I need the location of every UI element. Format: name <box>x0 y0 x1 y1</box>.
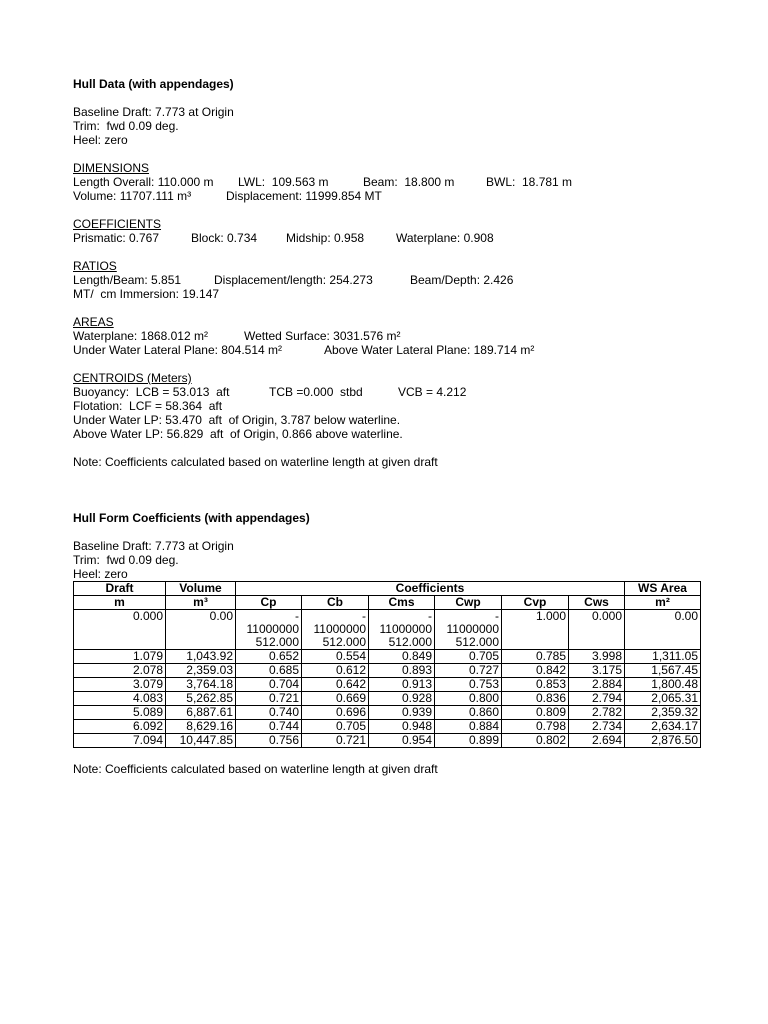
table-cell: 2.884 <box>569 678 625 692</box>
table-cell: 0.756 <box>236 734 302 748</box>
table-cell: 0.899 <box>435 734 502 748</box>
table-row <box>74 720 701 734</box>
under-water-lateral-plane: Under Water Lateral Plane: 804.514 m² <box>73 343 282 357</box>
table-cell: 0.928 <box>369 692 435 706</box>
centroids-line-1 <box>73 385 713 399</box>
table-cell: 0.884 <box>435 720 502 734</box>
table-cell: 2.782 <box>569 706 625 720</box>
table-group-header-row <box>74 582 701 596</box>
above-water-lateral-plane: Above Water Lateral Plane: 189.714 m² <box>324 343 535 357</box>
header-m3: m³ <box>166 596 236 610</box>
table-cell: 0.802 <box>502 734 569 748</box>
table-row <box>74 734 701 748</box>
areas-line-1 <box>73 329 713 343</box>
table-cell: 10,447.85 <box>166 734 236 748</box>
table-cell: 0.740 <box>236 706 302 720</box>
table-cell: 3.175 <box>569 664 625 678</box>
ratios-line-1 <box>73 273 713 287</box>
table-cell: 5.089 <box>74 706 166 720</box>
table-row <box>74 664 701 678</box>
buoyancy-lcb: Buoyancy: LCB = 53.013 aft <box>73 385 230 399</box>
table-cell: 0.744 <box>236 720 302 734</box>
table-cell: 0.849 <box>369 650 435 664</box>
flotation-lcf: Flotation: LCF = 58.364 aft <box>73 399 223 413</box>
waterplane-coef: Waterplane: 0.908 <box>396 231 494 245</box>
areas-line-2 <box>73 343 713 357</box>
hull-form-table <box>73 581 701 748</box>
table-cell: 0.642 <box>302 678 369 692</box>
table-cell: 0.669 <box>302 692 369 706</box>
hull-form-note: Note: Coefficients calculated based on waterline length at given draft <box>73 762 438 776</box>
coefficients-line <box>73 231 713 245</box>
hull-form-title: Hull Form Coefficients (with appendages) <box>73 511 310 525</box>
table-cell: 0.00 <box>625 610 701 650</box>
table-cell: 1,043.92 <box>166 650 236 664</box>
document-page <box>73 77 713 776</box>
table-cell: 0.860 <box>435 706 502 720</box>
table-cell: 2.794 <box>569 692 625 706</box>
mt-cm-immersion: MT/ cm Immersion: 19.147 <box>73 287 220 301</box>
table-cell: 0.753 <box>435 678 502 692</box>
table-cell: 1.000 <box>502 610 569 650</box>
hf-trim: Trim: fwd 0.09 deg. <box>73 553 179 567</box>
block: Block: 0.734 <box>191 231 258 245</box>
table-cell: 0.705 <box>302 720 369 734</box>
tcb: TCB =0.000 stbd <box>269 385 363 399</box>
table-row <box>74 650 701 664</box>
hull-data-title: Hull Data (with appendages) <box>73 77 234 91</box>
header-cb: Cb <box>302 596 369 610</box>
table-cell: 0.954 <box>369 734 435 748</box>
wetted-surface: Wetted Surface: 3031.576 m² <box>244 329 401 343</box>
table-cell: 0.721 <box>302 734 369 748</box>
areas-heading: AREAS <box>73 315 114 329</box>
above-water-lp: Above Water LP: 56.829 aft of Origin, 0.866 above waterline. <box>73 427 403 441</box>
bwl: BWL: 18.781 m <box>486 175 573 189</box>
table-cell: 5,262.85 <box>166 692 236 706</box>
table-cell: 1,800.48 <box>625 678 701 692</box>
table-cell: 0.705 <box>435 650 502 664</box>
ratios-heading: RATIOS <box>73 259 117 273</box>
dimensions-line-1 <box>73 175 713 189</box>
heel: Heel: zero <box>73 133 128 147</box>
header-m: m <box>74 596 166 610</box>
table-cell: 6.092 <box>74 720 166 734</box>
header-draft: Draft <box>74 582 166 596</box>
table-row <box>74 706 701 720</box>
table-cell: 2.078 <box>74 664 166 678</box>
table-cell: 7.094 <box>74 734 166 748</box>
table-cell: 0.685 <box>236 664 302 678</box>
table-cell: 0.913 <box>369 678 435 692</box>
table-cell: 0.939 <box>369 706 435 720</box>
table-cell: 0.785 <box>502 650 569 664</box>
table-cell: 4.083 <box>74 692 166 706</box>
displacement-length: Displacement/length: 254.273 <box>214 273 373 287</box>
header-cvp: Cvp <box>502 596 569 610</box>
table-cell: 0.727 <box>435 664 502 678</box>
length-beam: Length/Beam: 5.851 <box>73 273 182 287</box>
table-cell: 0.809 <box>502 706 569 720</box>
coefficients-heading: COEFFICIENTS <box>73 217 162 231</box>
hull-data-note: Note: Coefficients calculated based on waterline length at given draft <box>73 455 438 469</box>
lwl: LWL: 109.563 m <box>238 175 329 189</box>
hf-baseline-draft: Baseline Draft: 7.773 at Origin <box>73 539 234 553</box>
header-cp: Cp <box>236 596 302 610</box>
dimensions-line-2 <box>73 189 713 203</box>
table-cell: 2,634.17 <box>625 720 701 734</box>
table-cell: 0.000 <box>569 610 625 650</box>
hf-heel: Heel: zero <box>73 567 128 581</box>
table-cell: 0.948 <box>369 720 435 734</box>
table-row <box>74 610 701 650</box>
header-cwp: Cwp <box>435 596 502 610</box>
beam-depth: Beam/Depth: 2.426 <box>410 273 514 287</box>
table-cell: 0.893 <box>369 664 435 678</box>
table-row <box>74 692 701 706</box>
displacement: Displacement: 11999.854 MT <box>226 189 382 203</box>
table-cell: - 11000000 512.000 <box>302 610 369 650</box>
table-cell: 1,311.05 <box>625 650 701 664</box>
table-cell: - 11000000 512.000 <box>435 610 502 650</box>
table-cell: 0.800 <box>435 692 502 706</box>
header-cws: Cws <box>569 596 625 610</box>
table-cell: 0.798 <box>502 720 569 734</box>
table-cell: 2,065.31 <box>625 692 701 706</box>
table-cell: 0.721 <box>236 692 302 706</box>
table-cell: 2,359.32 <box>625 706 701 720</box>
table-cell: - 11000000 512.000 <box>369 610 435 650</box>
table-cell: 0.00 <box>166 610 236 650</box>
table-cell: 0.652 <box>236 650 302 664</box>
trim: Trim: fwd 0.09 deg. <box>73 119 179 133</box>
vcb: VCB = 4.212 <box>398 385 467 399</box>
table-cell: 0.836 <box>502 692 569 706</box>
table-cell: 2.694 <box>569 734 625 748</box>
header-cms: Cms <box>369 596 435 610</box>
table-cell: - 11000000 512.000 <box>236 610 302 650</box>
header-m2: m² <box>625 596 701 610</box>
waterplane-area: Waterplane: 1868.012 m² <box>73 329 208 343</box>
table-cell: 0.853 <box>502 678 569 692</box>
table-row <box>74 678 701 692</box>
table-cell: 1,567.45 <box>625 664 701 678</box>
table-cell: 2,359.03 <box>166 664 236 678</box>
prismatic: Prismatic: 0.767 <box>73 231 160 245</box>
header-volume: Volume <box>166 582 236 596</box>
table-cell: 0.704 <box>236 678 302 692</box>
table-cell: 0.696 <box>302 706 369 720</box>
volume: Volume: 11707.111 m³ <box>73 189 192 203</box>
length-overall: Length Overall: 110.000 m <box>73 175 214 189</box>
table-cell: 6,887.61 <box>166 706 236 720</box>
midship: Midship: 0.958 <box>286 231 365 245</box>
table-cell: 0.612 <box>302 664 369 678</box>
table-cell: 0.554 <box>302 650 369 664</box>
under-water-lp: Under Water LP: 53.470 aft of Origin, 3.787 below waterline. <box>73 413 401 427</box>
beam: Beam: 18.800 m <box>363 175 455 189</box>
table-cell: 3,764.18 <box>166 678 236 692</box>
table-cell: 8,629.16 <box>166 720 236 734</box>
table-cell: 3.079 <box>74 678 166 692</box>
centroids-heading: CENTROIDS (Meters) <box>73 371 192 385</box>
header-ws-area: WS Area <box>625 582 701 596</box>
table-cell: 0.842 <box>502 664 569 678</box>
table-column-header-row <box>74 596 701 610</box>
table-cell: 2,876.50 <box>625 734 701 748</box>
table-cell: 2.734 <box>569 720 625 734</box>
table-cell: 0.000 <box>74 610 166 650</box>
dimensions-heading: DIMENSIONS <box>73 161 150 175</box>
baseline-draft: Baseline Draft: 7.773 at Origin <box>73 105 234 119</box>
header-coefficients: Coefficients <box>236 582 625 596</box>
table-cell: 3.998 <box>569 650 625 664</box>
table-cell: 1.079 <box>74 650 166 664</box>
